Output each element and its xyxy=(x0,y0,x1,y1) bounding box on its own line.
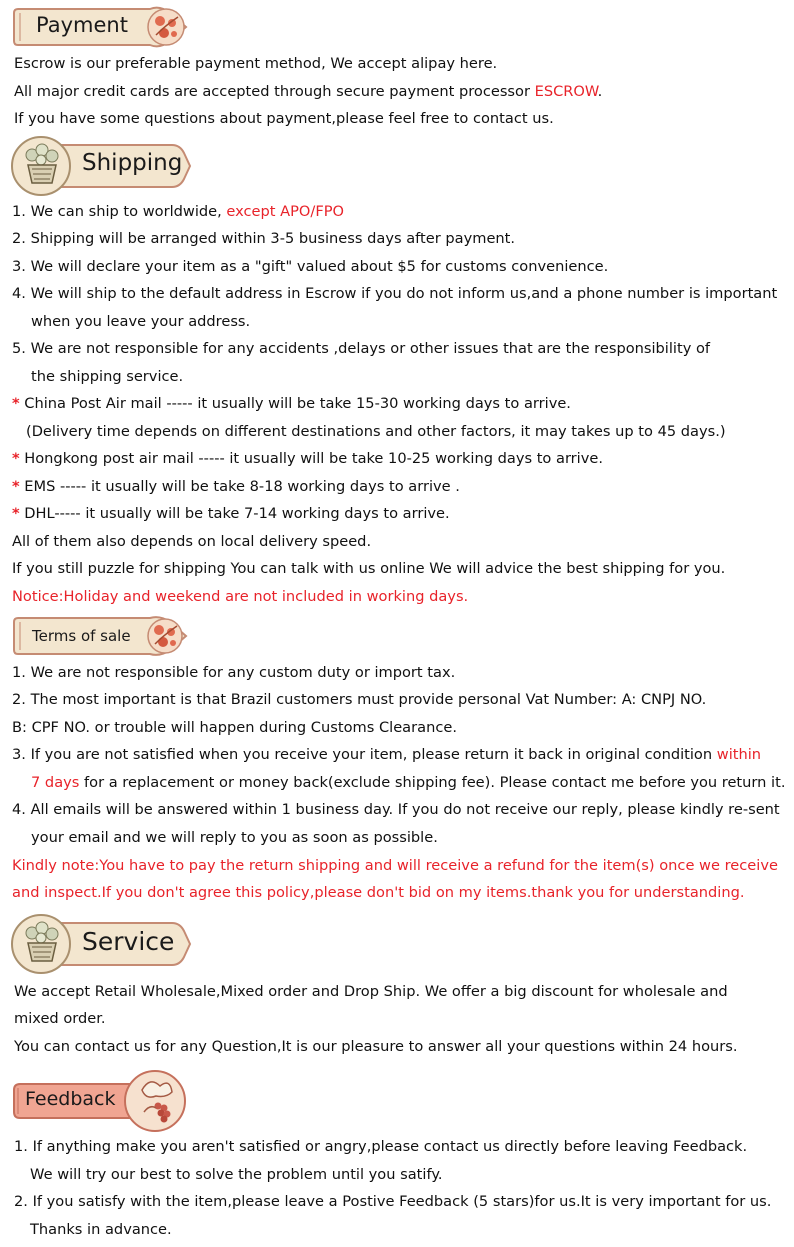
terms-item-4b: your email and we will reply to you as soon as possible. xyxy=(31,829,438,846)
terms-item-2: 2. The most important is that Brazil customers must provide personal Vat Number: A: CNPJ NO. xyxy=(12,691,707,708)
feedback-item-1a: 1. If anything make you aren't satisfied or angry,please contact us directly before leaving Feedback. xyxy=(14,1138,748,1155)
shipping-item-2: 2. Shipping will be arranged within 3-5 business days after payment. xyxy=(12,230,516,247)
holiday-notice: Notice:Holiday and weekend are not included in working days. xyxy=(12,588,469,605)
shipping-item-1 xyxy=(12,202,344,222)
escrow-highlight: ESCROW xyxy=(534,83,598,100)
shipping-item-3: 3. We will declare your item as a "gift" valued about $5 for customs convenience. xyxy=(12,258,609,275)
feedback-item-1b: We will try our best to solve the problem until you satify. xyxy=(30,1166,443,1183)
within-highlight: within xyxy=(716,746,762,763)
puzzle-line: If you still puzzle for shipping You can talk with us online We will advice the best shipping for you. xyxy=(12,560,726,577)
kindly-note-1: Kindly note:You have to pay the return shipping and will receive a refund for the item(s) once we receive xyxy=(12,857,778,874)
terms-flower-ornament-icon xyxy=(144,615,186,657)
shipping-item-4b: when you leave your address. xyxy=(31,313,251,330)
flower-basket-icon xyxy=(10,135,72,197)
dhl-line xyxy=(12,504,450,524)
apo-fpo-highlight: except APO/FPO xyxy=(226,203,345,220)
service-title: Service xyxy=(82,927,175,956)
china-post-text: China Post Air mail ----- it usually will be take 15-30 working days to arrive. xyxy=(19,395,571,412)
ems-text: EMS ----- it usually will be take 8-18 working days to arrive . xyxy=(19,478,460,495)
terms-item-1: 1. We are not responsible for any custom duty or import tax. xyxy=(12,664,456,681)
terms-item-3b xyxy=(31,773,785,793)
feedback-title: Feedback xyxy=(25,1088,116,1110)
service-line-1: We accept Retail Wholesale,Mixed order and Drop Ship. We offer a big discount for wholesale and xyxy=(14,983,728,1000)
kindly-note-2: and inspect.If you don't agree this policy,please don't bid on my items.thank you for understanding. xyxy=(12,884,745,901)
ems-bullet: * xyxy=(12,478,20,495)
shipping-item-5b: the shipping service. xyxy=(31,368,184,385)
ems-line xyxy=(12,477,460,497)
terms-item-4a: 4. All emails will be answered within 1 business day. If you do not receive our reply, please kindly re-sent xyxy=(12,801,780,818)
china-post-bullet: * xyxy=(12,395,20,412)
service-line-2: mixed order. xyxy=(14,1010,106,1027)
shipping-title: Shipping xyxy=(82,150,183,176)
payment-line-2 xyxy=(14,82,602,102)
delivery-speed-line: All of them also depends on local delivery speed. xyxy=(12,533,372,550)
shipping-item-5a: 5. We are not responsible for any accidents ,delays or other issues that are the responsibility of xyxy=(12,340,711,357)
service-flower-basket-icon xyxy=(10,913,72,975)
payment-line-2-text: All major credit cards are accepted through secure payment processor xyxy=(14,83,535,100)
dhl-text: DHL----- it usually will be take 7-14 working days to arrive. xyxy=(19,505,450,522)
feedback-banner xyxy=(10,1068,196,1134)
china-post-note: (Delivery time depends on different destinations and other factors, it may takes up to 45 days.) xyxy=(26,423,726,440)
terms-item-2b: B: CPF NO. or trouble will happen during Customs Clearance. xyxy=(12,719,457,736)
shipping-item-4a: 4. We will ship to the default address in Escrow if you do not inform us,and a phone number is important xyxy=(12,285,778,302)
leaf-grape-ornament-icon xyxy=(120,1068,190,1134)
service-banner xyxy=(10,913,192,975)
seven-days-highlight: 7 days xyxy=(31,774,80,791)
payment-line-3: If you have some questions about payment,please feel free to contact us. xyxy=(14,110,554,127)
payment-line-1: Escrow is our preferable payment method, We accept alipay here. xyxy=(14,55,498,72)
terms-title: Terms of sale xyxy=(32,627,131,645)
shipping-item-1-text: 1. We can ship to worldwide, xyxy=(12,203,227,220)
dhl-bullet: * xyxy=(12,505,20,522)
payment-banner xyxy=(10,5,190,49)
feedback-item-2a: 2. If you satisfy with the item,please leave a Postive Feedback (5 stars)for us.It is very important for us. xyxy=(14,1193,772,1210)
payment-title: Payment xyxy=(36,13,128,37)
feedback-item-2b: Thanks in advance. xyxy=(30,1221,172,1238)
hongkong-text: Hongkong post air mail ----- it usually will be take 10-25 working days to arrive. xyxy=(19,450,603,467)
shipping-banner xyxy=(10,135,192,197)
flower-ornament-icon xyxy=(144,5,188,49)
terms-banner xyxy=(10,615,190,657)
terms-item-3a-text: 3. If you are not satisfied when you receive your item, please return it back in original condition xyxy=(12,746,717,763)
hongkong-post-line xyxy=(12,449,603,469)
payment-line-2-end: . xyxy=(597,83,603,100)
hongkong-bullet: * xyxy=(12,450,20,467)
china-post-line xyxy=(12,394,571,414)
service-line-3: You can contact us for any Question,It is our pleasure to answer all your questions within 24 hours. xyxy=(14,1038,738,1055)
terms-item-3a xyxy=(12,745,761,765)
terms-item-3b-text: for a replacement or money back(exclude shipping fee). Please contact me before you return it. xyxy=(79,774,786,791)
